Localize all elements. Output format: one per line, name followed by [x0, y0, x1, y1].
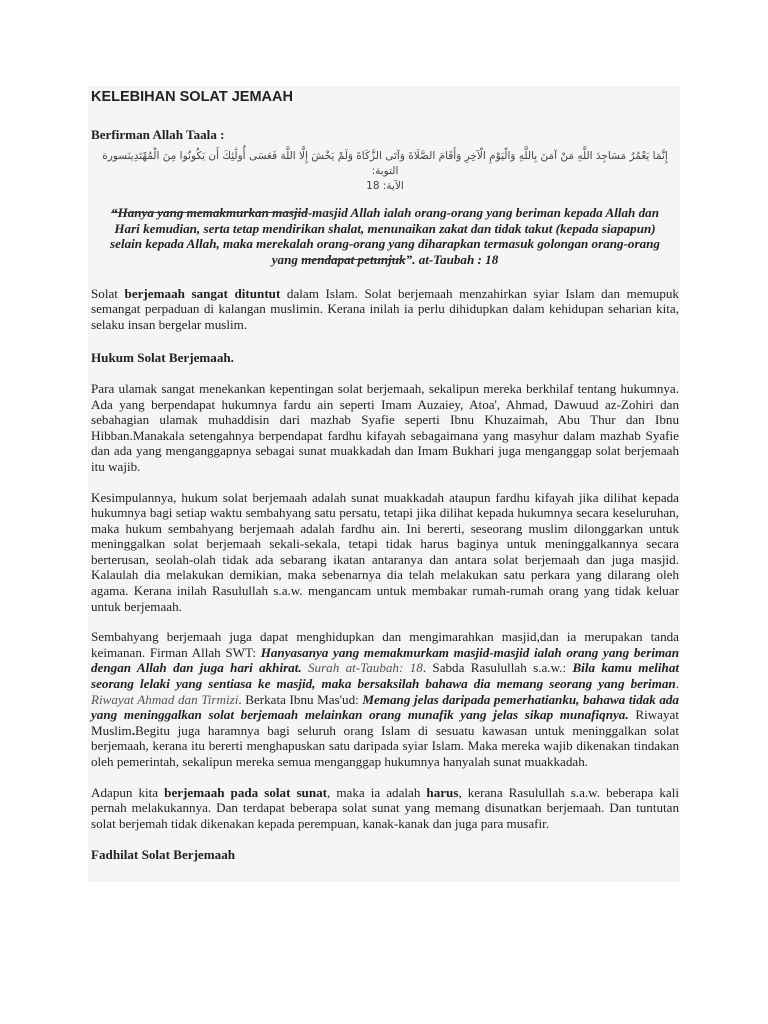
arabic-verse-line2: الآية: 18	[366, 180, 404, 193]
paragraph-sunat	[91, 785, 679, 832]
text: , maka ia adalah	[327, 784, 427, 800]
text: .	[675, 676, 679, 692]
paragraph-kesimpulan: Kesimpulannya, hukum solat berjemaah adalah sunat muakkadah ataupun fardhu kifayah jika dilihat kepada hukumnya bagi setiap waktu sembahyang satu persatu, tetapi jika dilihat kepada hukumnya secara keseluruhan, maka hukum sembahyang berjemaah adalah fardhu ain. Ini bererti, seseorang muslim dilonggarkan untuk meninggalkan solat berjemaah sekali-sekala, tetapi tidak harus baginya untuk meninggalkannya secara berterusan, seolah-olah tidak ada sebarang ikatan antaranya dan antara solat berjemaah dan juga masjid. Kalaulah dia melakukan demikian, maka sebenarnya dia telah melakukan satu perkara yang dilarang oleh agama. Kerana inilah Rasulullah s.a.w. mengancam untuk membakar rumah-rumah orang yang tidak keluar untuk berjemaah.	[91, 489, 679, 614]
bold-text: .	[131, 722, 136, 738]
quote: Bila kamu melihat seorang lelaki yang sentiasa ke masjid, maka bersaksilah bahawa dia memang seorang yang beriman	[91, 660, 680, 692]
reference: Riwayat Ahmad dan Tirmizi	[91, 691, 239, 707]
text: Riwayat Muslim	[91, 707, 679, 738]
text: Solat	[91, 285, 125, 301]
text: dalam Islam. Solat berjemaah menzahirkan syiar Islam dan memupuk semangat perpaduan di kalangan muslimin. Kerana inilah ia perlu dihidupkan dalam kehidupan seharian kita, selaku insan bergelar muslim.	[91, 285, 679, 332]
text: Sembahyang berjemaah juga dapat menghidupkan dan mengimarahkan masjid,dan ia merupakan tanda keimanan. Firman Allah SWT:	[91, 629, 679, 660]
quote: Memang jelas daripada pemerhatianku, bahawa tidak ada yang meninggalkan solat berjemaah melainkan orang munafik yang jelas sikap munafiqnya.	[91, 691, 679, 723]
arabic-verse	[91, 149, 679, 194]
verse-reference: ”. at-Taubah : 18	[405, 251, 499, 267]
arabic-verse-line1: إِنَّمَا يَعْمُرُ مَسَاجِدَ اللَّهِ مَنْ آمَنَ بِاللَّهِ وَالْيَوْمِ الْآخِرِ وَأَقَامَ الصَّلَاةَ وَآتَى الزَّكَاةَ وَلَمْ يَخْشَ إِلَّا اللَّهَ فَعَسَى أُولَٰئِكَ أَن يَكُونُوا مِنَ الْمُهْتَدِينَسورة التوبة:	[102, 150, 668, 178]
verse-part-struck: mendapat petunjuk	[301, 251, 406, 267]
fadhilat-heading: Fadhilat Solat Berjemaah	[91, 847, 236, 863]
text: , kerana Rasulullah s.a.w. beberapa kali pernah melakukannya. Dan terdapat beberapa solat sunat yang memang disunatkan berjemaah. Dan tuntutan solat berjemah tidak dikenakan kepada perempuan, kanak-kanak dan juga para musafir.	[91, 784, 679, 831]
bold-text: berjemaah sangat dituntut	[124, 285, 281, 301]
verse-part-struck: “Hanya yang memakmurkan masjid	[111, 205, 308, 221]
text: . Berkata Ibnu Mas'ud:	[238, 691, 363, 707]
paragraph-masjid	[91, 629, 679, 769]
paragraph-intro	[91, 286, 679, 333]
paragraph-hukum: Para ulamak sangat menekankan kepentingan solat berjemaah, sekalipun mereka berkhilaf tentang hukumnya. Ada yang berpendapat hukumnya fardu ain seperti Imam Auzaiey, Atoa', Ahmad, Dawuud az-Zohiri dan sebahagian ulamak muhaddisin dari mazhab Syafie seperti Ibnu Khuzaimah, Abu Thur dan Ibnu Hibban.Manakala setengahnya berpendapat fardhu kifayah sebagaimana yang masyhur dalam mazhab Syafie dan ada yang menganggapnya sebagai sunat muakkadah dan Imam Bukhari juga menganggap solat berjemaah itu wajib.	[91, 380, 679, 474]
intro-heading: Berfirman Allah Taala :	[91, 126, 225, 142]
document-content	[91, 90, 679, 863]
reference: Surah at-Taubah: 18	[301, 660, 423, 676]
quote: Hanyasanya yang memakmurkam masjid-masjid ialah orang yang beriman dengan Allah dan juga hari akhirat.	[91, 644, 679, 676]
hukum-heading: Hukum Solat Berjemaah.	[91, 350, 234, 366]
text: Begitu juga haramnya bagi seluruh orang Islam di sesuatu kawasan untuk meninggalkan solat berjemaah, kerana itu bererti menghapuskan satu daripada syiar Islam. Maka mereka wajib dikenakan tindakan oleh pemerintah, sekalipun mereka semua menganggap hukumnya hanyalah sunat muakkadah.	[91, 722, 679, 769]
page-title: KELEBIHAN SOLAT JEMAAH	[91, 89, 293, 105]
verse-translation	[91, 205, 679, 267]
bold-text: harus	[426, 784, 459, 800]
text: Adapun kita	[91, 784, 165, 800]
bold-text: berjemaah pada solat sunat	[164, 784, 328, 800]
text: . Sabda Rasulullah s.a.w.:	[422, 660, 573, 676]
verse-part: -masjid Allah ialah orang-orang yang beriman kepada Allah dan Hari kemudian, serta tetap mendirikan shalat, menunaikan zakat dan tidak takut (kepada siapapun) selain kepada Allah, maka merekalah orang-orang yang diharapkan termasuk golongan orang-orang yang	[110, 205, 660, 267]
